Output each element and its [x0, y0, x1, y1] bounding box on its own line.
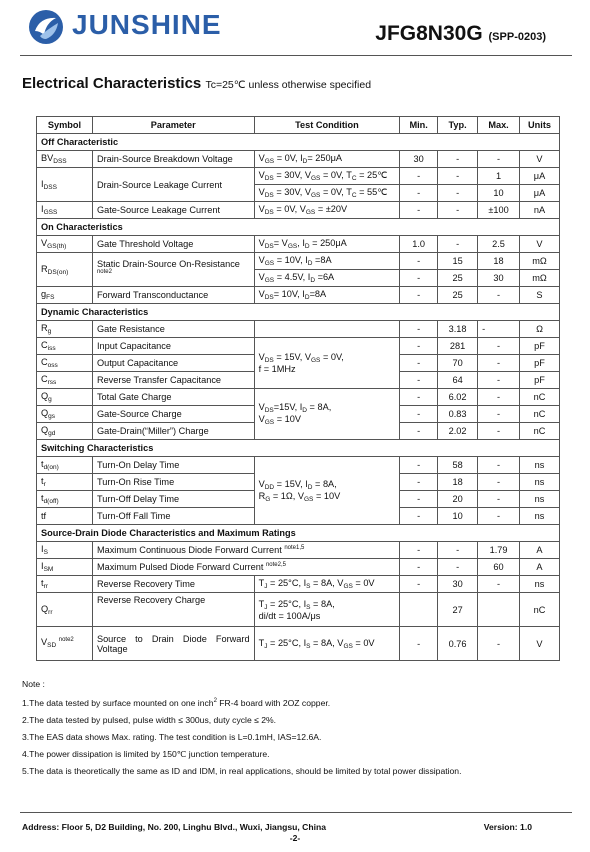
- part-number: JFG8N30G (SPP-0203): [375, 22, 546, 45]
- table-row: $C_{iss}$ Input Capacitance $V_{DS} = 15V$, $V_{GS} = 0V$, f = 1MHz - 281 - pF: [37, 338, 560, 355]
- col-header-condition: Test Condition: [254, 117, 400, 134]
- col-header-min: Min.: [400, 117, 438, 134]
- table-row: $BV_{DSS}$ Drain-Source Breakdown Voltage $V_{GS} = 0V$, $I_D= 250\mu A$ 30 - - V: [37, 151, 560, 168]
- package-code: (SPP-0203): [488, 31, 546, 43]
- electrical-characteristics-table: [36, 116, 560, 661]
- table-row: $t_{rr}$ Reverse Recovery Time $T_J = 25^\circ C$, $I_S = 8A$, $V_{GS} = 0V$ - 30 - ns: [37, 576, 560, 593]
- junshine-logo-icon: [28, 9, 64, 45]
- col-header-max: Max.: [478, 117, 520, 134]
- table-row: $Q_{gs}$ Gate-Source Charge - 0.83 - nC: [37, 406, 560, 423]
- table-row: $I_S$ Maximum Continuous Diode Forward Current $^{note1,5}$ - - 1.79 A: [37, 542, 560, 559]
- table-row: $R_g$ Gate Resistance - 3.18 - Ω: [37, 321, 560, 338]
- group-row-dynamic: Dynamic Characteristics: [37, 304, 560, 321]
- table-row: $I_{DSS}$ Drain-Source Leakage Current $V_{DS} = 30V$, $V_{GS} = 0V$, $T_C$ = 25℃ - - 1 μA: [37, 168, 560, 185]
- note-1: 1.The data tested by surface mounted on one inch$^2$ FR-4 board with 2OZ copper.: [22, 697, 331, 708]
- table-row: tf Turn-Off Fall Time - 10 - ns: [37, 508, 560, 525]
- footer-rule: [20, 812, 572, 813]
- header-rule: [20, 55, 572, 56]
- footer-address: Address: Floor 5, D2 Building, No. 200, Linghu Blvd., Wuxi, Jiangsu, China: [22, 822, 326, 832]
- table-row: $C_{rss}$ Reverse Transfer Capacitance - 64 - pF: [37, 372, 560, 389]
- footer-version: Version: 1.0: [483, 822, 532, 832]
- table-row: $V_{GS(th)}$ Gate Threshold Voltage $V_{DS}= V_{GS}$, $I_D = 250\mu A$ 1.0 - 2.5 V: [37, 236, 560, 253]
- table-row: $t_r$ Turn-On Rise Time - 18 - ns: [37, 474, 560, 491]
- table-row: $R_{DS(on)}$ Static Drain-Source On-Resistance $^{note2}$ $V_{GS} = 10V$, $I_D =8A$ - 15 18 mΩ: [37, 253, 560, 270]
- table-row: $Q_{rr}$ Reverse Recovery Charge $T_J = 25^\circ C$, $I_S = 8A$, di/dt = 100A/μs 27 nC: [37, 593, 560, 627]
- note-2: 2.The data tested by pulsed, pulse width ≤ 300us, duty cycle ≤ 2%.: [22, 714, 277, 725]
- table-row: $t_{d(on)}$ Turn-On Delay Time $V_{DD} = 15V$, $I_D = 8A$, $R_G = 1\Omega$, $V_{GS} = 10V$ - 58 - ns: [37, 457, 560, 474]
- note-3: 3.The EAS data shows Max. rating. The test condition is L=0.1mH, IAS=12.6A.: [22, 731, 322, 742]
- col-header-symbol: Symbol: [37, 117, 93, 134]
- group-row-off: Off Characteristic: [37, 134, 560, 151]
- table-row: $V_{GS} = 4.5V$, $I_D =6A$ - 25 30 mΩ: [37, 270, 560, 287]
- group-row-on: On Characteristics: [37, 219, 560, 236]
- group-row-diode: Source-Drain Diode Characteristics and Maximum Ratings: [37, 525, 560, 542]
- table-row: $I_{SM}$ Maximum Pulsed Diode Forward Current $^{note2,5}$ - - 60 A: [37, 559, 560, 576]
- section-condition: Tc=25℃ unless otherwise specified: [205, 79, 372, 91]
- table-row: $V_{SD}$ $^{note2}$ Source to Drain Diode Forward Voltage $T_J = 25^\circ C$, $I_S = 8A$, $V_{GS} = 0V$ - 0.76 - V: [37, 627, 560, 661]
- table-row: $g_{FS}$ Forward Transconductance $V_{DS}= 10V$, $I_D=8A$ - 25 - S: [37, 287, 560, 304]
- table-row: $I_{GSS}$ Gate-Source Leakage Current $V_{DS} = 0V$, $V_{GS} = \pm 20V$ - - ±100 nA: [37, 202, 560, 219]
- section-title: Electrical Characteristics Tc=25℃ unless otherwise specified: [22, 75, 372, 92]
- table-row: $Q_g$ Total Gate Charge $V_{DS}=15V$, $I_D = 8A$, $V_{GS} = 10V$ - 6.02 - nC: [37, 389, 560, 406]
- table-header-row: [37, 117, 560, 134]
- page-header: [0, 0, 590, 60]
- table-row: $V_{DS} = 30V$, $V_{GS} = 0V$, $T_C$ = 55℃ - - 10 μA: [37, 185, 560, 202]
- group-row-switching: Switching Characteristics: [37, 440, 560, 457]
- page-number: -2-: [289, 833, 301, 843]
- note-4: 4.The power dissipation is limited by 150℃ junction temperature.: [22, 748, 270, 759]
- col-header-parameter: Parameter: [92, 117, 254, 134]
- col-header-units: Units: [520, 117, 560, 134]
- col-header-typ: Typ.: [438, 117, 478, 134]
- table-row: $C_{oss}$ Output Capacitance - 70 - pF: [37, 355, 560, 372]
- notes: [22, 676, 461, 780]
- table-row: $t_{d(off)}$ Turn-Off Delay Time - 20 - ns: [37, 491, 560, 508]
- table-row: $Q_{gd}$ Gate-Drain(“Miller”) Charge - 2.02 - nC: [37, 423, 560, 440]
- brand-name: JUNSHINE: [72, 9, 222, 40]
- notes-title: Note :: [22, 679, 45, 689]
- note-5: 5.The data is theoretically the same as ID and IDM, in real applications, should be limited by total power dissipation.: [22, 765, 462, 776]
